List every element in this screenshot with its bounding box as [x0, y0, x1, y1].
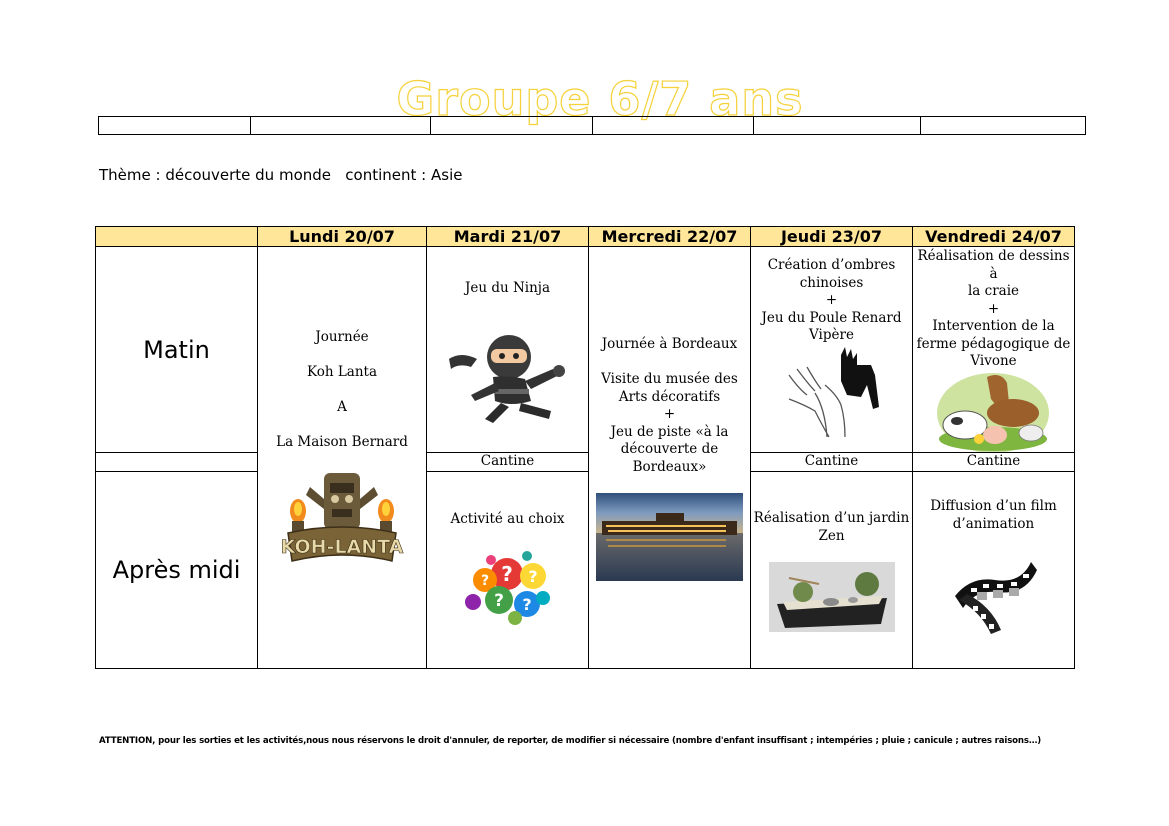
mardi-matin-text: Jeu du Ninja [464, 280, 551, 296]
mardi-apres-midi-text: Activité au choix [450, 511, 565, 527]
mercredi-cell [588, 246, 751, 669]
jeudi-matin-line-5: Vipère [809, 327, 854, 343]
header-mardi: Mardi 21/07 [426, 226, 589, 247]
lundi-line-3: A [337, 399, 347, 415]
header-lundi: Lundi 20/07 [257, 226, 427, 247]
svg-text:?: ? [480, 573, 490, 589]
header-corner [95, 226, 258, 247]
jeudi-matin-line-3: + [825, 292, 838, 308]
mercredi-line-1: Journée à Bordeaux [601, 336, 738, 352]
farm-animals-icon [935, 369, 1051, 453]
svg-text:?: ? [494, 591, 504, 611]
vendredi-apres-midi-line-1: Diffusion d’un film [930, 498, 1057, 514]
vendredi-matin-cell [912, 246, 1075, 453]
jeudi-cantine-cell: Cantine [750, 452, 913, 472]
question-marks-icon [461, 550, 555, 626]
film-reel-icon [951, 556, 1037, 636]
row-label-matin: Matin [95, 246, 258, 453]
vendredi-matin-line-3: + [987, 300, 1000, 317]
mercredi-line-4: + [663, 406, 676, 422]
vendredi-cantine-cell: Cantine [912, 452, 1075, 472]
lundi-line-4: La Maison Bernard [276, 434, 408, 450]
header-mercredi: Mercredi 22/07 [588, 226, 751, 247]
page-title: Groupe 6/7 ans [396, 72, 804, 126]
mercredi-line-2: Visite du musée des [601, 371, 738, 387]
vendredi-apres-midi-line-2: d’animation [952, 515, 1035, 532]
footer-warning: ATTENTION, pour les sorties et les activités,nous nous réservons le droit d'annuler, de reporter, de modifier si nécessaire (nombre d'enfant insuffisant ; intempéries ; pluie ; canicule ; autres raisons…) [99, 736, 1042, 746]
koh-lanta-logo [280, 469, 404, 567]
jeudi-matin-line-1: Création d’ombres [767, 257, 896, 273]
vendredi-apres-midi-cell [912, 471, 1075, 669]
jeudi-apres-midi-line-1: Réalisation d’un jardin [753, 510, 910, 526]
mercredi-line-5: Jeu de piste «à la [610, 423, 729, 440]
theme-line: Thème : découverte du monde continent : Asie [99, 166, 463, 184]
mercredi-line-3: Arts décoratifs [618, 388, 721, 405]
mardi-apres-midi-cell [426, 471, 589, 669]
svg-text:?: ? [522, 595, 532, 614]
mercredi-line-6: découverte de [620, 441, 719, 457]
vendredi-matin-line-1: Réalisation de dessins à [917, 248, 1070, 282]
jeudi-apres-midi-line-2: Zen [818, 527, 845, 544]
row-label-apres-midi: Après midi [95, 471, 258, 669]
svg-text:?: ? [528, 567, 538, 586]
vendredi-matin-line-4: Intervention de la [932, 318, 1055, 334]
row-label-cantine [95, 452, 258, 472]
jeudi-matin-cell [750, 246, 913, 453]
lundi-line-1: Journée [315, 329, 369, 345]
lundi-line-2: Koh Lanta [306, 364, 378, 380]
mardi-matin-cell [426, 246, 589, 453]
ninja-icon [441, 329, 577, 425]
jeudi-apres-midi-cell [750, 471, 913, 669]
shadow-hands-icon [785, 345, 885, 441]
jeudi-matin-line-2: chinoises [799, 274, 864, 291]
vendredi-matin-line-6: Vivone [970, 353, 1017, 369]
mercredi-line-7: Bordeaux» [632, 458, 707, 475]
vendredi-matin-line-5: ferme pédagogique de [916, 335, 1071, 352]
koh-lanta-logo-text: KOH-LANTA [280, 536, 404, 558]
lundi-cell [257, 246, 427, 669]
mardi-cantine-cell: Cantine [426, 452, 589, 472]
zen-garden-photo [769, 562, 895, 632]
empty-header-table [98, 116, 1086, 135]
jeudi-matin-line-4: Jeu du Poule Renard [761, 309, 902, 326]
vendredi-matin-line-2: la craie [967, 283, 1020, 299]
bordeaux-photo [596, 493, 743, 581]
planning-table [95, 226, 1075, 669]
svg-text:?: ? [501, 562, 513, 586]
header-jeudi: Jeudi 23/07 [750, 226, 913, 247]
header-vendredi: Vendredi 24/07 [912, 226, 1075, 247]
